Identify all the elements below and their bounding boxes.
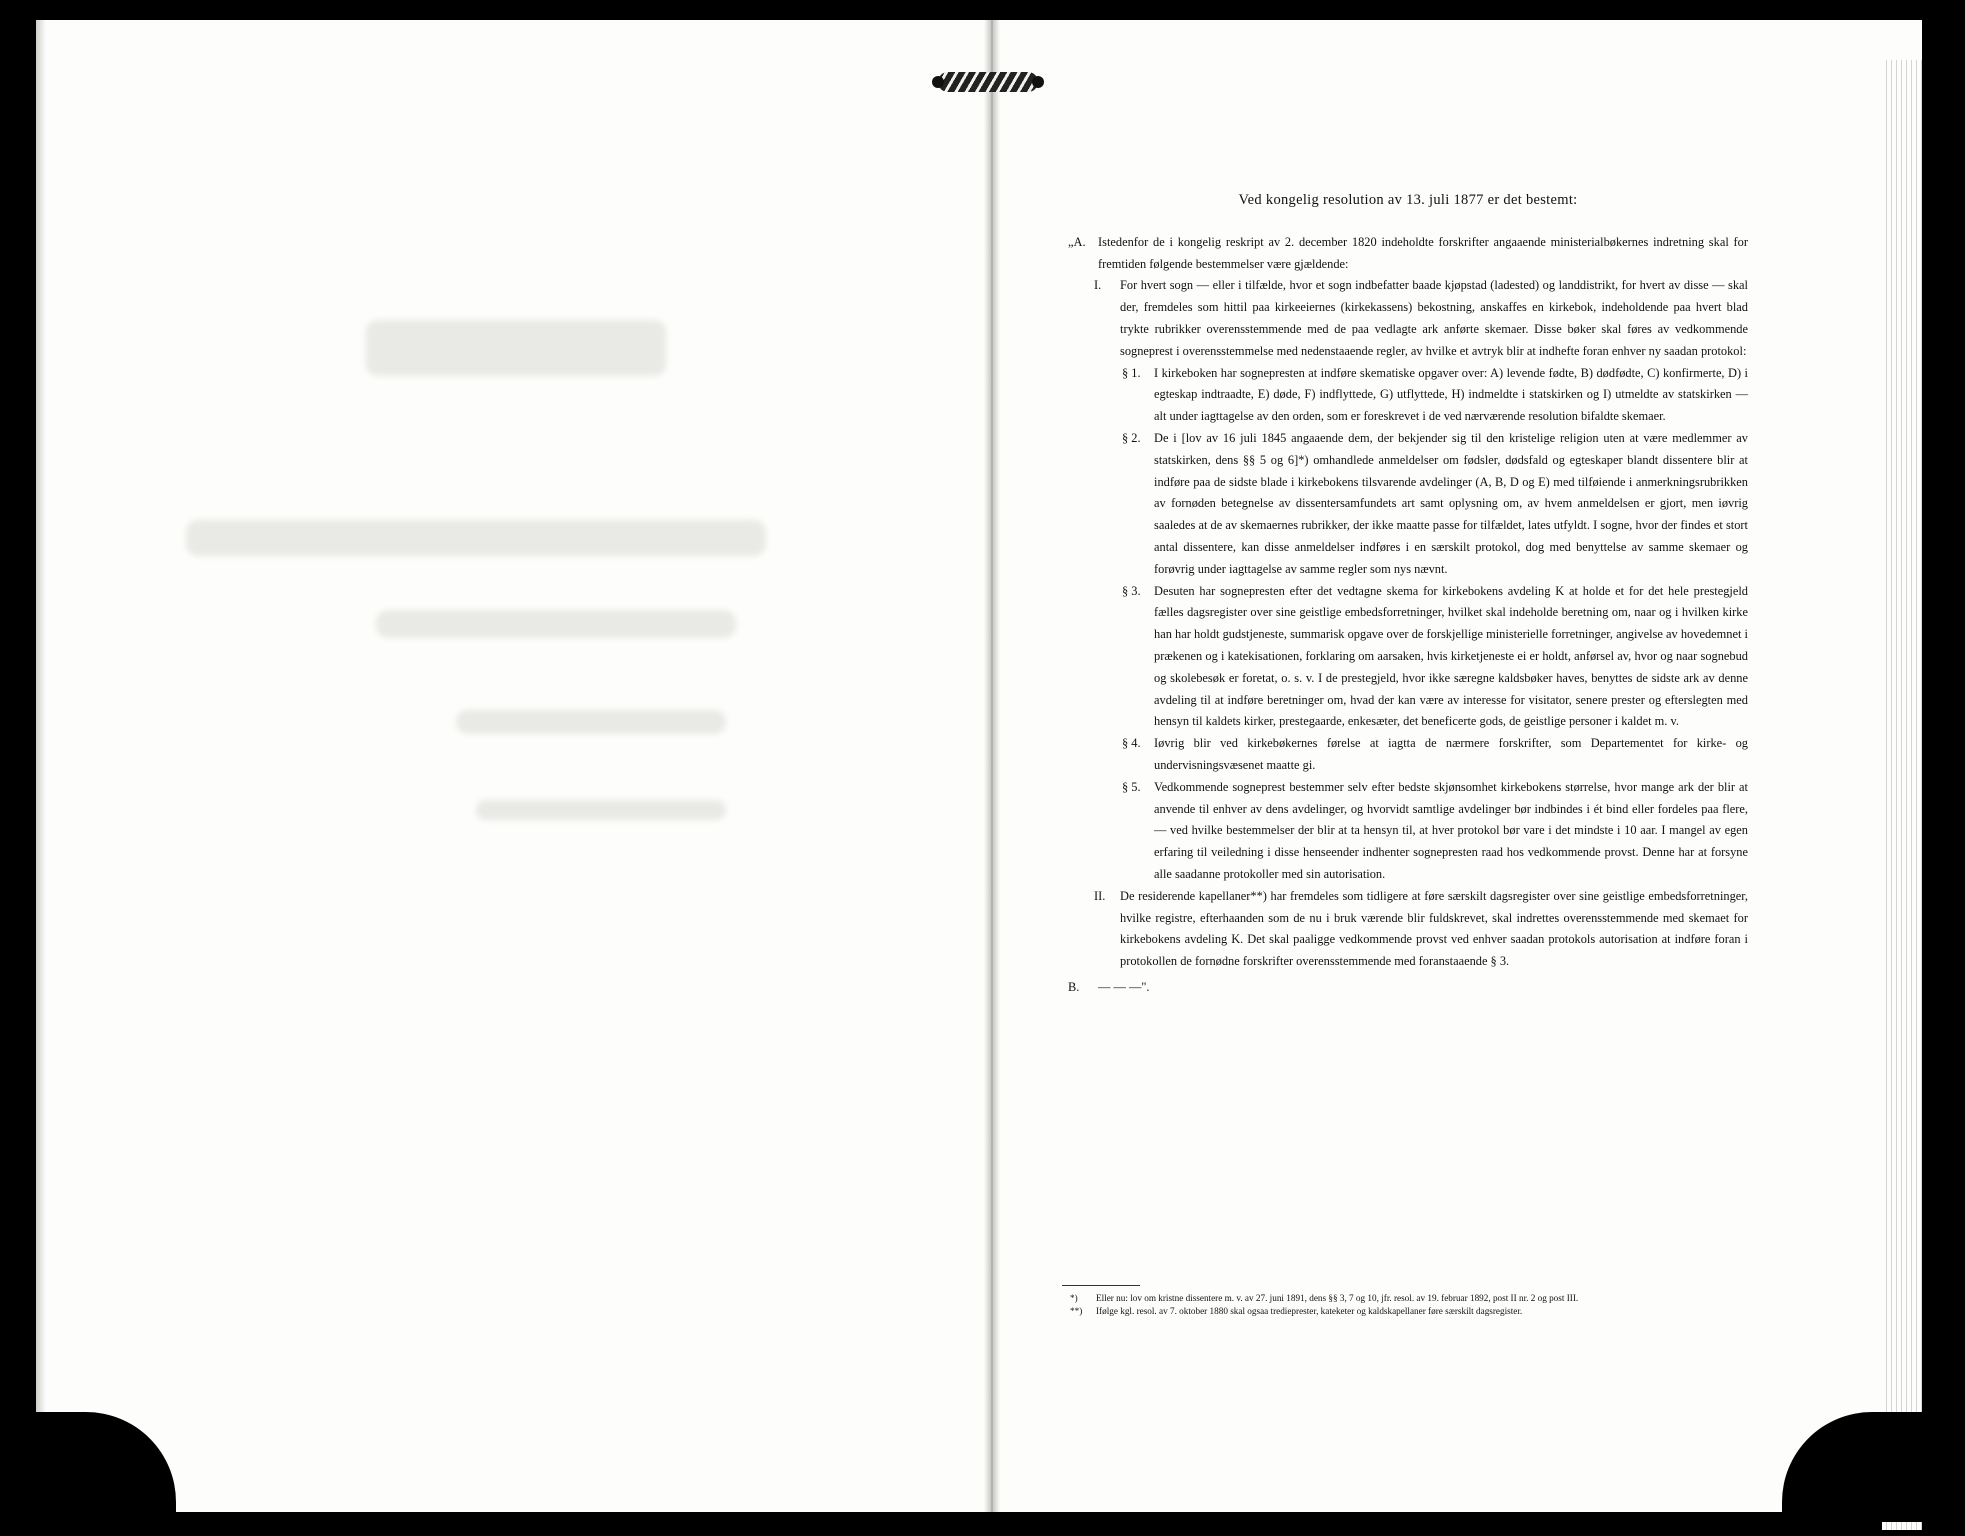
binding-thread	[938, 72, 1038, 92]
bleed-through-mark	[476, 800, 726, 820]
paragraph-label: § 5.	[1122, 779, 1141, 794]
left-page-edge	[36, 20, 46, 1512]
right-corner-shadow	[1782, 1412, 1932, 1522]
paragraph-text: I kirkeboken har sognepresten at indføre skematiske opgaver over: A) levende fødte, B) dødfødte, C) konfirmerte, D) i egteskap indtraadte, E) døde, F) indflyttede, G) utflyttede, H) indmeldte i statskirken og I) utmeldte av statskirken — alt under iagttagelse av den orden, som er foreskrevet i de ved nærværende resolution bifaldte skemaer.	[1154, 365, 1748, 424]
binding-thread-end	[932, 76, 944, 88]
item-i-label: I.	[1094, 278, 1102, 293]
item-i-text: For hvert sogn — eller i tilfælde, hvor et sogn indbefatter baade kjøpstad (ladested) og landdistrikt, for hvert av disse — skal der, fremdeles som hittil paa kirkeeiernes (kirkekassens) bekostning, anskaffes en kirkebok, indeholdende paa hvert blad trykte rubrikker overensstemmende med de paa vedlagte ark anførte skemaer. Disse bøker skal føres av vedkommende sogneprest i overensstemmelse med nedenstaaende regler, av hvilke et avtryk blir at indhefte foran enhver ny saadan protokol:	[1120, 278, 1748, 358]
book-spine	[984, 20, 1000, 1512]
item-i	[1068, 275, 1748, 362]
section-b	[1068, 977, 1748, 999]
bleed-through-mark	[376, 610, 736, 638]
paragraph-1	[1068, 363, 1748, 428]
resolution-heading: Ved kongelig resolution av 13. juli 1877 er det bestemt:	[1238, 192, 1578, 208]
footnote-label: **)	[1070, 1306, 1083, 1316]
binding-thread-end	[1032, 76, 1044, 88]
footnote	[1060, 1292, 1720, 1305]
paragraph-text: Vedkommende sogneprest bestemmer selv efter bedste skjønsomhet kirkebokens størrelse, hvor mange ark der blir at anvende til enhver av dens avdelinger, og hvorvidt samtlige avdelinger bør indbindes i ét bind eller fordeles paa flere, — ved hvilke bestemmelser der blir at ta hensyn til, at hver protokol bør vare i det mindste i 10 aar. I mangel av egen erfaring til veiledning i disse henseender indhenter sognepresten raad hos vedkommende provst. Denne har at forsyne alle saadanne protokoller med sin autorisation.	[1154, 779, 1748, 881]
section-b-text: — — —".	[1098, 979, 1150, 994]
bleed-through-mark	[456, 710, 726, 734]
section-a-text: Istedenfor de i kongelig reskript av 2. december 1820 indeholdte forskrifter angaaende ministerialbøkernes indretning skal for fremtiden følgende bestemmelser være gjældende:	[1098, 234, 1748, 271]
left-corner-shadow	[26, 1412, 176, 1522]
paragraph-label: § 2.	[1122, 430, 1141, 445]
footnote-text: Ifølge kgl. resol. av 7. oktober 1880 skal ogsaa tredieprester, kateketer og kaldskapellaner føre særskilt dagsregister.	[1096, 1306, 1523, 1316]
paragraph-text: De i [lov av 16 juli 1845 angaaende dem, der bekjender sig til den kristelige religion uten at være medlemmer av statskirken, dens §§ 5 og 6]*) omhandlede anmeldelser om fødsler, dødsfald og egteskaper blandt dissentere blir at indføre paa de sidste blade i kirkebokens tilsvarende avdelinger (A, B, D og E) med tilføiende i anmerkningsrubrikken av fornøden betegnelse av dissentersamfundets art samt oplysning om, av hvem anmeldelsen er gjort, men iøvrig saaledes at de av skemaernes rubrikker, der ikke maatte passe for tilfældet, lates utfyldt. I sogne, hvor der findes et stort antal dissentere, kan disse anmeldelser indføres i en særskilt protokol, dog med benyttelse av samme skemaer og forøvrig under iagttagelse av samme regler som nys nævnt.	[1154, 430, 1748, 576]
item-ii-label: II.	[1094, 888, 1106, 903]
paragraph-label: § 1.	[1122, 365, 1141, 380]
footnotes	[1060, 1285, 1720, 1318]
item-ii-text: De residerende kapellaner**) har fremdeles som tidligere at føre særskilt dagsregister over sine geistlige embedsforretninger, hvilke registre, efterhaanden som de nu i bruk værende blir fuldskrevet, skal indrettes overensstemmende med skemaet for kirkebokens avdeling K. Det skal paaligge vedkommende provst ved enhver saadan protokols autorisation at indføre foran i protokollen de fornødne forskrifter overensstemmende med foranstaaende § 3.	[1120, 888, 1748, 969]
left-page	[36, 20, 992, 1512]
section-b-label: B.	[1068, 979, 1080, 994]
paragraph-3	[1068, 581, 1748, 734]
footnote-text: Eller nu: lov om kristne dissentere m. v. av 27. juni 1891, dens §§ 3, 7 og 10, jfr. resol. av 19. februar 1892, post II nr. 2 og post III.	[1096, 1293, 1579, 1303]
paragraph-2	[1068, 428, 1748, 581]
paragraph-label: § 4.	[1122, 736, 1141, 751]
paragraph-5	[1068, 777, 1748, 886]
right-page-edge	[1882, 60, 1922, 1530]
footnote-label: *)	[1070, 1293, 1078, 1303]
footnote-rule	[1062, 1285, 1140, 1286]
paragraph-label: § 3.	[1122, 583, 1141, 598]
bleed-through-mark	[186, 520, 766, 556]
section-a-label: „A.	[1068, 234, 1086, 249]
bleed-through-mark	[366, 320, 666, 376]
resolution-text	[1068, 190, 1748, 999]
paragraph-4	[1068, 733, 1748, 777]
paragraph-text: Desuten har sognepresten efter det vedtagne skema for kirkebokens avdeling K at holde et for det hele prestegjeld fælles dagsregister over sine geistlige embedsforretninger, hvilket skal indeholde beretning om, naar og i hvilken kirke han har holdt gudstjeneste, summarisk opgave over de forskjellige ministerielle forretninger, angivelse av hovedemnet i prækenen og i katekisationen, forklaring om aarsaken, hvis kirketjeneste ei er holdt, anførsel av, hvor og naar sognebud og skolebesøk er foretat, o. s. v. I de prestegjeld, hvor ikke særegne kaldsbøker haves, benyttes de sidste ark av denne avdeling til at indføre beretninger om, hvad der kan være av interesse for visitator, senere prester og efterslegten med hensyn til kaldets kirker, prestegaarde, enkesæter, det beneficerte gods, de geistlige personer i kaldet m. v.	[1154, 583, 1748, 729]
footnote	[1060, 1305, 1720, 1318]
item-ii	[1068, 886, 1748, 973]
section-a	[1068, 232, 1748, 276]
paragraph-text: Iøvrig blir ved kirkebøkernes førelse at iagtta de nærmere forskrifter, som Departementet for kirke- og undervisningsvæsenet maatte gi.	[1154, 736, 1748, 772]
